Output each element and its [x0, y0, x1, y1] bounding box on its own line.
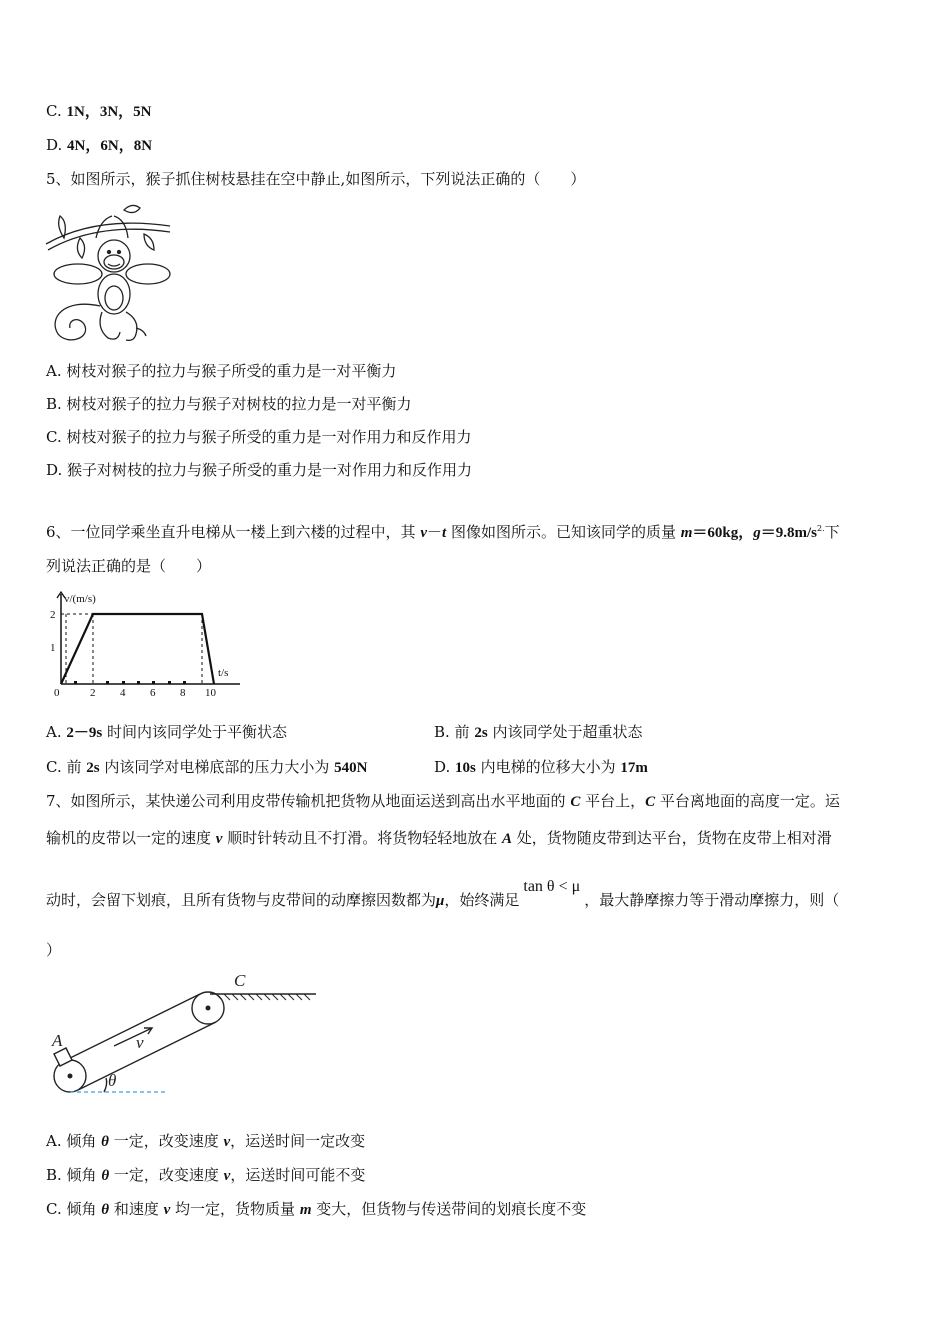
cargo-box — [54, 1048, 72, 1066]
q7-stem-line1: 7、如图所示，某快递公司利用皮带传输机把货物从地面运送到高出水平地面的 C 平台上，C 平台离地面的高度一定。运 — [46, 792, 840, 810]
q5-option-a: A. 树枝对猴子的拉力与猴子所受的重力是一对平衡力 — [46, 362, 397, 380]
q6-option-a: A. 2－9s 时间内该同学处于平衡状态 — [46, 723, 287, 741]
monkey-illustration — [44, 198, 174, 346]
q5-option-c: C. 树枝对猴子的拉力与猴子所受的重力是一对作用力和反作用力 — [46, 428, 472, 446]
q4-option-d: D. 4N，6N，8N — [46, 136, 153, 154]
q7-stem-line4: ） — [46, 941, 62, 959]
belt-top — [62, 994, 200, 1062]
label-theta: θ — [108, 1071, 117, 1090]
x-tick-4: 4 — [120, 687, 126, 699]
q7-formula: tan θ < μ — [523, 878, 581, 895]
q7-stem-line3: 动时，会留下划痕，且所有货物与皮带间的动摩擦因数都为μ，始终满足tan θ < μ，最大静摩擦力等于滑动摩擦力，则（ — [46, 878, 840, 909]
x-tick-0: 0 — [54, 687, 60, 699]
label-c: C — [234, 971, 246, 990]
q6-option-b: B. 前 2s 内该同学处于超重状态 — [434, 723, 643, 741]
belt-bottom — [78, 1022, 216, 1090]
q7-option-a: A. 倾角 θ 一定，改变速度 v，运送时间一定改变 — [46, 1132, 366, 1150]
x-tick-10: 10 — [205, 687, 216, 699]
q6-option-c: C. 前 2s 内该同学对电梯底部的压力大小为 540N — [46, 758, 368, 776]
vt-line — [61, 614, 214, 684]
q5-option-d: D. 猴子对树枝的拉力与猴子所受的重力是一对作用力和反作用力 — [46, 461, 473, 479]
x-axis-label: t/s — [218, 667, 229, 679]
q6-vt-chart — [44, 588, 244, 700]
q4-option-c: C. 1N，3N，5N — [46, 102, 152, 120]
label-v: v — [136, 1033, 144, 1052]
y-axis-label: v/(m/s) — [64, 593, 96, 605]
label-a: A — [52, 1031, 63, 1050]
q6-stem-line2: 列说法正确的是（ ） — [46, 557, 212, 575]
y-tick-1: 1 — [50, 642, 56, 654]
y-tick-2: 2 — [50, 609, 56, 621]
q7-option-b: B. 倾角 θ 一定，改变速度 v，运送时间可能不变 — [46, 1166, 366, 1184]
x-tick-8: 8 — [180, 687, 186, 699]
q7-conveyor-figure — [44, 964, 324, 1100]
q6-option-d: D. 10s 内电梯的位移大小为 17m — [434, 758, 648, 776]
x-tick-6: 6 — [150, 687, 156, 699]
q7-stem-line2: 输机的皮带以一定的速度 v 顺时针转动且不打滑。将货物轻轻地放在 A 处，货物随皮带到达平台，货物在皮带上相对滑 — [46, 829, 832, 847]
q5-option-b: B. 树枝对猴子的拉力与猴子对树枝的拉力是一对平衡力 — [46, 395, 412, 413]
q6-stem-line1: 6、一位同学乘坐直升电梯从一楼上到六楼的过程中，其 v－t 图像如图所示。已知该同学的质量 m＝60kg，$g=9.8m/s^{2.}$下 — [46, 523, 840, 541]
q7-option-c: C. 倾角 θ 和速度 v 均一定，货物质量 m 变大，但货物与传送带间的划痕长度不变 — [46, 1200, 587, 1218]
q5-stem: 5、如图所示，猴子抓住树枝悬挂在空中静止,如图所示，下列说法正确的（ ） — [46, 170, 586, 188]
x-tick-2: 2 — [90, 687, 96, 699]
